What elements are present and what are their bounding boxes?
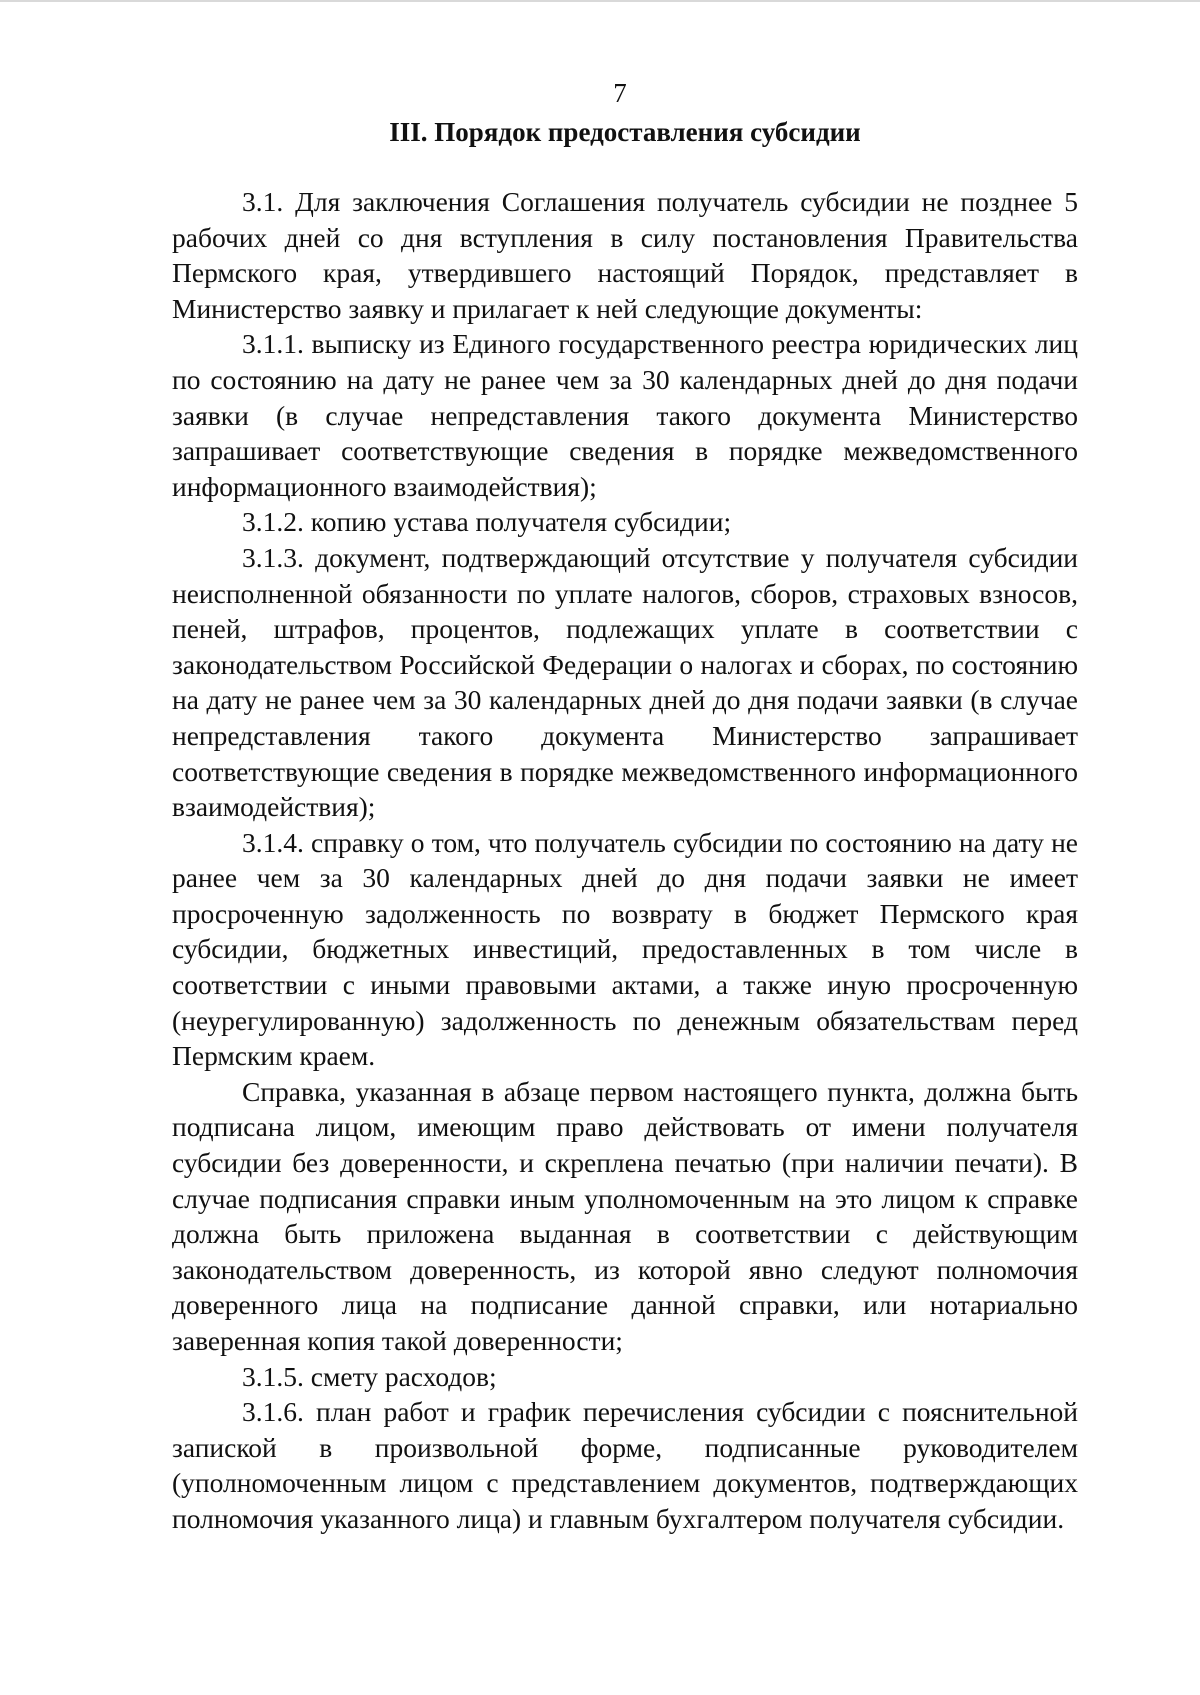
paragraph-3-1-6: 3.1.6. план работ и график перечисления субсидии с пояснительной запиской в произвольной форме, подписанные руководителем (уполномоченным лицом с представлением документов, подтверждающих полномочия указанного лица) и главным бухгалтером получателя субсидии. <box>172 1396 1078 1534</box>
paragraph-3-1-5: 3.1.5. смету расходов; <box>242 1360 497 1392</box>
paragraph-3-1-1: 3.1.1. выписку из Единого государственного реестра юридических лиц по состоянию на дату не ранее чем за 30 календарных дней до дня подачи заявки (в случае непредставления такого документа Министерство запрашивает соответствующие сведения в порядке межведомственного информационного взаимодействия); <box>172 328 1078 502</box>
paragraph-certificate-note: Справка, указанная в абзаце первом настоящего пункта, должна быть подписана лицом, имеющим право действовать от имени получателя субсидии без доверенности, и скреплена печатью (при наличии печати). В случае подписания справки иным уполномоченным на это лицом к справке должна быть приложена выданная в соответствии с действующим законодательством доверенность, из которой явно следуют полномочия доверенного лица на подписание данной справки, или нотариально заверенная копия такой доверенности; <box>172 1075 1078 1356</box>
section-title: III. Порядок предоставления субсидии <box>389 117 861 147</box>
scan-top-edge <box>0 0 1200 2</box>
paragraph-3-1-3: 3.1.3. документ, подтверждающий отсутствие у получателя субсидии неисполненной обязанности по уплате налогов, сборов, страховых взносов, пеней, штрафов, процентов, подлежащих уплате в соответствии с законодательством Российской Федерации о налогах и сборах, по состоянию на дату не ранее чем за 30 календарных дней до дня подачи заявки (в случае непредставления такого документа Министерство запрашивает соответствующие сведения в порядке межведомственного информационного взаимодействия); <box>172 541 1078 823</box>
paragraph-3-1-2: 3.1.2. копию устава получателя субсидии; <box>242 506 732 538</box>
paragraph-3-1: 3.1. Для заключения Соглашения получатель субсидии не позднее 5 рабочих дней со дня вступления в силу постановления Правительства Пермского края, утвердившего настоящий Порядок, представляет в Министерство заявку и прилагает к ней следующие документы: <box>172 186 1078 324</box>
paragraph-3-1-4: 3.1.4. справку о том, что получатель субсидии по состоянию на дату не ранее чем за 30 календарных дней до дня подачи заявки не имеет просроченную задолженность по возврату в бюджет Пермского края субсидии, бюджетных инвестиций, предоставленных в том числе в соответствии с иными правовыми актами, а также иную просроченную (неурегулированную) задолженность по денежным обязательствам перед Пермским краем. <box>172 826 1078 1072</box>
document-body <box>172 184 1078 1537</box>
page-number: 7 <box>613 78 627 108</box>
